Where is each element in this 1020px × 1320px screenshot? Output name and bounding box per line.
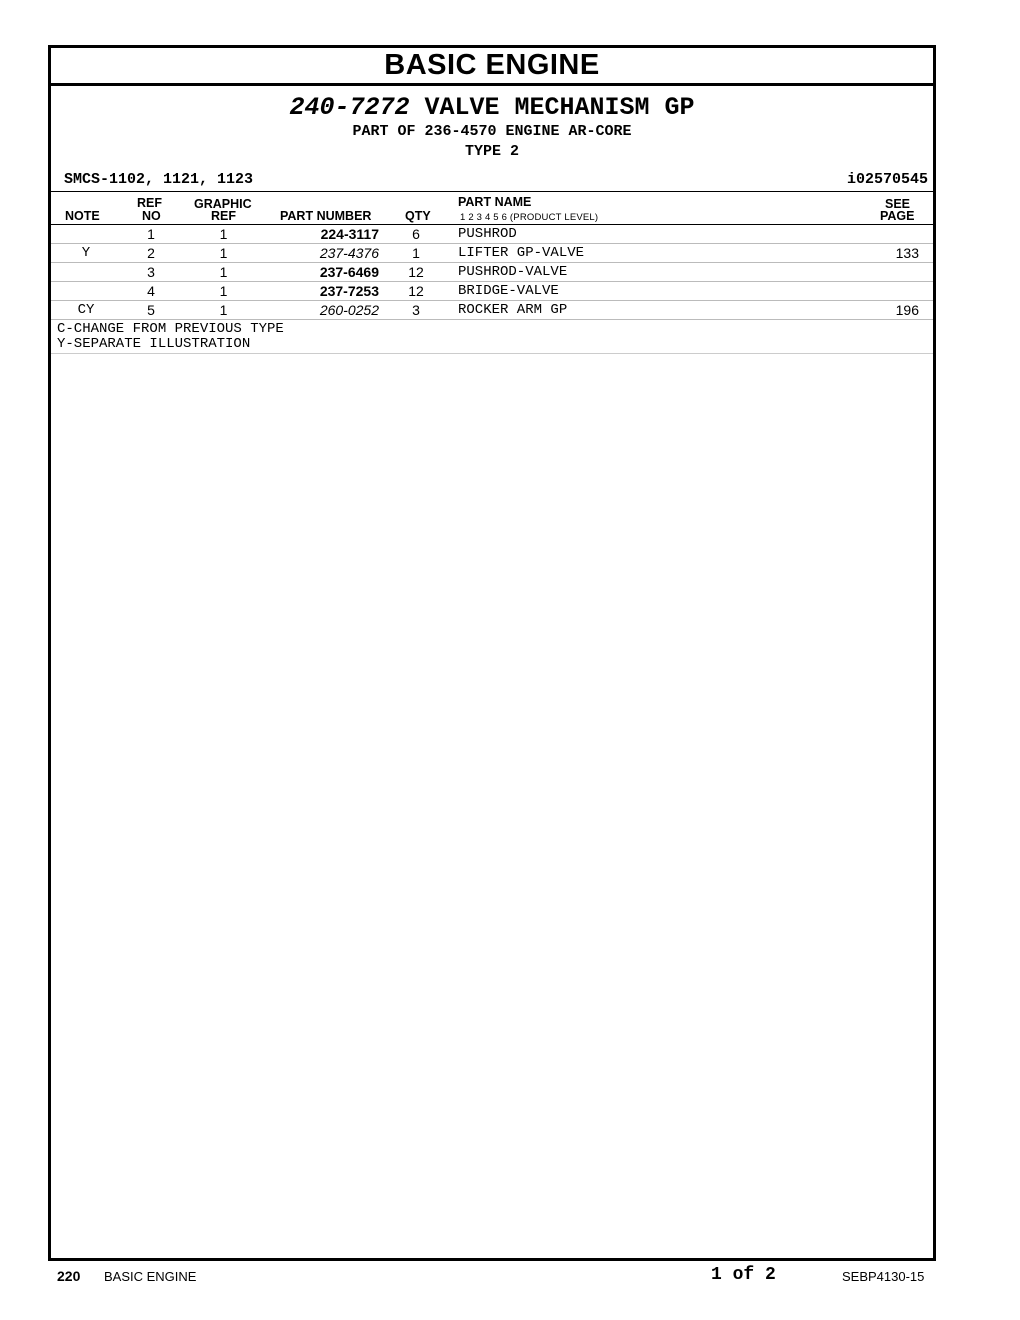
col-product-levels: 1 2 3 4 5 6 (PRODUCT LEVEL)	[460, 212, 599, 223]
row-qty: 3	[412, 302, 420, 318]
table-row	[51, 282, 933, 301]
page-footer	[0, 1262, 1020, 1292]
row-qty: 6	[412, 226, 420, 242]
row-part-number: 237-6469	[319, 264, 379, 280]
col-note: NOTE	[65, 209, 100, 223]
row-ref-no: 1	[147, 226, 155, 242]
row-part-name: LIFTER GP-VALVE	[458, 245, 585, 261]
notes-block	[51, 320, 933, 354]
note-line-y: Y-SEPARATE ILLUSTRATION	[57, 336, 251, 352]
col-graphic-bottom: REF	[211, 209, 236, 223]
illustration-id: i02570545	[846, 171, 928, 188]
smcs-codes: SMCS-1102, 1121, 1123	[64, 171, 254, 188]
row-ref-no: 2	[147, 245, 155, 261]
row-see-page: 133	[895, 245, 919, 261]
footer-doc-id: SEBP4130-15	[842, 1269, 925, 1284]
table-row	[51, 225, 933, 244]
table-row	[51, 301, 933, 320]
smcs-row	[51, 169, 933, 191]
col-see-bottom: PAGE	[880, 209, 915, 223]
row-part-name: PUSHROD-VALVE	[458, 264, 568, 280]
row-part-number: 237-7253	[319, 283, 379, 299]
row-graphic-ref: 1	[219, 283, 228, 299]
row-part-name: ROCKER ARM GP	[458, 302, 568, 318]
row-qty: 1	[412, 245, 420, 261]
row-qty: 12	[408, 283, 424, 299]
col-ref-bottom: NO	[142, 209, 161, 223]
row-graphic-ref: 1	[219, 226, 228, 242]
row-part-number: 224-3117	[320, 226, 379, 242]
col-qty: QTY	[405, 209, 431, 223]
row-note: CY	[77, 302, 95, 318]
row-graphic-ref: 1	[219, 302, 228, 318]
parts-table	[51, 191, 933, 320]
parts-table-body	[51, 225, 933, 320]
group-name: VALVE MECHANISM GP	[424, 93, 695, 122]
row-part-name: BRIDGE-VALVE	[458, 283, 559, 299]
footer-page-number: 220	[57, 1268, 81, 1284]
table-row	[51, 263, 933, 282]
footer-page-of: 1 of 2	[711, 1265, 776, 1285]
footer-section: BASIC ENGINE	[104, 1269, 197, 1284]
row-graphic-ref: 1	[219, 245, 228, 261]
col-part-name: PART NAME	[458, 195, 532, 209]
row-graphic-ref: 1	[219, 264, 228, 280]
row-see-page: 196	[895, 302, 919, 318]
row-note: Y	[81, 245, 91, 261]
page-frame	[48, 45, 936, 1261]
row-ref-no: 4	[147, 283, 155, 299]
note-line-c: C-CHANGE FROM PREVIOUS TYPE	[57, 321, 284, 337]
row-ref-no: 3	[147, 264, 155, 280]
part-of-line: PART OF 236-4570 ENGINE AR-CORE	[352, 123, 632, 140]
col-ref-top: REF	[137, 196, 162, 210]
parts-table-header	[51, 192, 933, 225]
row-ref-no: 5	[147, 302, 155, 318]
group-title	[51, 94, 933, 122]
row-part-name: PUSHROD	[458, 226, 517, 242]
row-qty: 12	[408, 264, 424, 280]
group-number: 240-7272	[289, 93, 410, 122]
col-see-top: SEE	[885, 197, 911, 211]
table-row	[51, 244, 933, 263]
col-part-number: PART NUMBER	[280, 209, 372, 223]
type-line: TYPE 2	[464, 143, 519, 160]
row-part-number: 237-4376	[319, 245, 379, 261]
row-part-number: 260-0252	[319, 302, 379, 318]
section-title: BASIC ENGINE	[51, 48, 933, 86]
col-graphic-top: GRAPHIC	[194, 197, 252, 211]
